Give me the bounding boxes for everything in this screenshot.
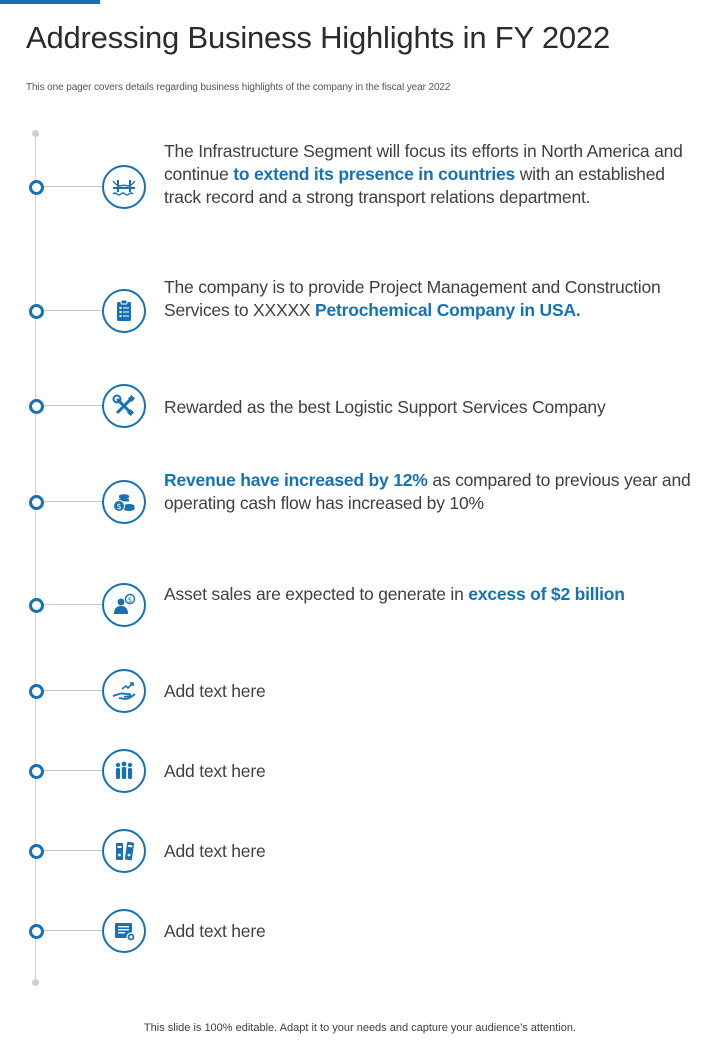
timeline-dot — [29, 684, 44, 699]
timeline-dot — [29, 304, 44, 319]
timeline-dot — [29, 598, 44, 613]
svg-text:$: $ — [127, 596, 133, 604]
timeline-end-cap — [32, 979, 39, 986]
timeline-dot — [29, 495, 44, 510]
footer-note: This slide is 100% editable. Adapt it to your needs and capture your audience’s attention. — [143, 1022, 577, 1034]
connector-line — [44, 405, 104, 406]
highlight-text: Add text here — [164, 681, 266, 701]
timeline-dot — [29, 844, 44, 859]
connector-line — [44, 690, 104, 691]
highlight-text: Add text here — [164, 841, 266, 861]
connector-line — [44, 930, 104, 931]
timeline-start-cap — [32, 130, 39, 137]
highlight-text: Asset sales are expected to generate in excess of $2 billion — [164, 584, 625, 604]
connector-line — [44, 501, 104, 502]
connector-line — [44, 604, 104, 605]
page-title: Addressing Business Highlights in FY 2022 — [26, 20, 611, 55]
highlight-text: The Infrastructure Segment will focus its efforts in North America and continue to extend its presence in countries with an established track record and a strong transport relations department. — [164, 141, 683, 207]
svg-text:$: $ — [116, 502, 122, 511]
connector-line — [44, 850, 104, 851]
bridge-icon — [102, 165, 146, 209]
tools-icon — [102, 384, 146, 428]
clipboard-icon — [102, 289, 146, 333]
hand-growth-icon — [102, 669, 146, 713]
investor-icon — [102, 583, 146, 627]
binders-icon — [102, 829, 146, 873]
connector-line — [44, 310, 104, 311]
connector-line — [44, 770, 104, 771]
page-subtitle: This one pager covers details regarding business highlights of the company in the fiscal year 2022 — [26, 82, 451, 93]
highlight-text: Rewarded as the best Logistic Support Services Company — [164, 397, 606, 417]
highlight-text: Add text here — [164, 761, 266, 781]
team-icon — [102, 749, 146, 793]
certificate-icon — [102, 909, 146, 953]
timeline-dot — [29, 924, 44, 939]
highlight-text: Revenue have increased by 12% as compared to previous year and operating cash flow has increased by 10% — [164, 470, 691, 513]
timeline-dot — [29, 399, 44, 414]
top-accent-bar — [0, 0, 100, 4]
timeline-dot — [29, 764, 44, 779]
highlight-text: Add text here — [164, 921, 266, 941]
highlight-text: The company is to provide Project Management and Construction Services to XXXXX Petrochemical Company in USA. — [164, 277, 661, 320]
coins-icon — [102, 480, 146, 524]
connector-line — [44, 186, 104, 187]
timeline-dot — [29, 180, 44, 195]
